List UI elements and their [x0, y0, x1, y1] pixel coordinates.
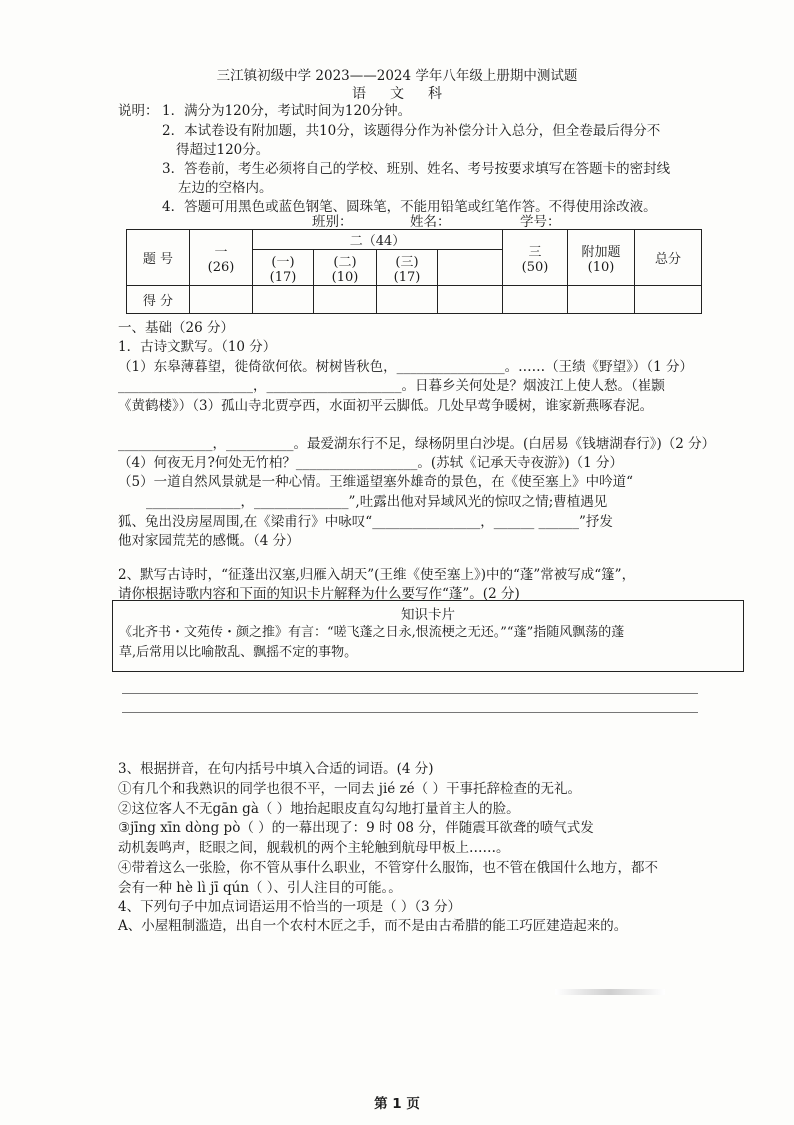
row-label-score: 得 分 — [127, 286, 190, 314]
instruction-item: 得超过120分。 — [176, 142, 270, 158]
question-line: 动机轰鸣声，眨眼之间，舰载机的两个主轮触到航母甲板上……。 — [118, 840, 510, 856]
question-line: 《黄鹤楼》）（3）孤山寺北贾亭西，水面初平云脚低。几处早莺争暖树，谁家新燕啄春泥。 — [118, 398, 654, 414]
knowledge-card-title: 知识卡片 — [401, 607, 455, 623]
part2-sub-points: (17) — [393, 269, 421, 285]
instruction-item: 3．答卷前，考生必须将自己的学校、班别、姓名、考号按要求填写在答题卡的密封线 — [162, 161, 671, 177]
score-input[interactable] — [377, 286, 438, 314]
page-number: 第 1 页 — [374, 1096, 420, 1112]
part2-sub-cell — [377, 250, 438, 286]
part3-points: (50) — [521, 259, 549, 275]
question-line: 请你根据诗歌内容和下面的知识卡片解释为什么要写作“蓬”。(2 分) — [118, 586, 520, 602]
part2-blank-cell — [438, 250, 503, 286]
question-line: （1）东皋薄暮望，徙倚欲何依。树树皆秋色，________________。……（王绩《野望》）（1 分） — [118, 359, 693, 375]
part2-sub-label: (二) — [333, 254, 357, 270]
row-label-question: 题 号 — [127, 230, 190, 286]
question-line: 会有一种 hè lì jī qún（ ）、引人注目的可能。。 — [118, 880, 402, 896]
question-line: 狐、兔出没房屋周围,在《梁甫行》中咏叹“________________，______ ______”抒发 — [118, 514, 613, 530]
part2-sub-points: (10) — [331, 269, 359, 285]
class-label: 班别： — [312, 214, 353, 230]
section-heading: 一、基础（26 分） — [118, 320, 234, 336]
question-line: ____________________，____________________。日暮乡关何处是？烟波江上使人愁。（崔颢 — [118, 378, 665, 394]
question-line: 3、根据拼音，在句内括号中填入合适的词语。(4 分) — [118, 761, 434, 777]
exam-subject: 语文科 — [352, 86, 466, 102]
knowledge-card — [112, 600, 744, 672]
question-line: ______________，______________”,吐露出他对异域风光的惊叹之情;曹植遇见 — [146, 494, 608, 510]
bonus-label: 附加题 — [581, 244, 621, 260]
question-line: 他对家园荒芜的感慨。（4 分） — [118, 533, 300, 549]
score-input[interactable] — [503, 286, 568, 314]
total-label: 总分 — [635, 230, 702, 286]
part2-sub-label: (三) — [395, 254, 419, 270]
instruction-item: 1．满分为120分，考试时间为120分钟。 — [162, 103, 412, 119]
score-input[interactable] — [190, 286, 253, 314]
part3-label: 三 — [528, 244, 542, 260]
question-line: A、小屋粗制滥造，出自一个农村木匠之手，而不是由古希腊的能工巧匠建造起来的。 — [118, 918, 628, 934]
question-line: ④带着这么一张脸，你不管从事什么职业，不管穿什么服饰，也不管在俄国什么地方，都不 — [118, 860, 658, 876]
part2-sub-points: (17) — [269, 269, 297, 285]
exam-title: 三江镇初级中学 2023——2024 学年八年级上册期中测试题 — [216, 68, 578, 84]
instructions-label: 说明： — [118, 103, 159, 119]
score-input[interactable] — [635, 286, 702, 314]
answer-line[interactable] — [122, 693, 698, 694]
knowledge-card-line: 草,后常用以比喻散乱、飘摇不定的事物。 — [119, 645, 358, 660]
part2-sub-cell — [253, 250, 314, 286]
score-input[interactable] — [314, 286, 377, 314]
student-id-label: 学号： — [520, 214, 561, 230]
question-line: ②这位客人不无gān gà（ ）地抬起眼皮直勾勾地打量首主人的脸。 — [118, 801, 520, 817]
part2-sub-cell — [314, 250, 377, 286]
part1-points: (26) — [207, 259, 235, 275]
question-line: ③jīng xīn dòng pò（ ）的一幕出现了：9 时 08 分，伴随震耳欲聋的喷气式发 — [118, 820, 594, 836]
question-line: ______________，__________。最爱湖东行不足，绿杨阴里白沙堤。(白居易《钱塘湖春行》)（2 分） — [118, 436, 716, 452]
question-line: 4、下列句子中加点词语运用不恰当的一项是（ ）（3 分） — [118, 899, 462, 915]
name-label: 姓名： — [410, 214, 451, 230]
question-line: 1．古诗文默写。（10 分） — [118, 339, 277, 355]
question-line: 2、默写古诗时，“征蓬出汉塞,归雁入胡天”(王维《使至塞上》)中的“蓬”常被写成“篷”， — [118, 567, 636, 583]
question-line: ①有几个和我熟识的同学也很不平，一同去 jié zé（ ）干事托辞检查的无礼。 — [118, 781, 581, 797]
score-input[interactable] — [253, 286, 314, 314]
part2-sub-label: (一) — [271, 254, 295, 270]
answer-line[interactable] — [122, 712, 698, 713]
score-input[interactable] — [438, 286, 503, 314]
score-table — [126, 229, 702, 314]
instruction-item: 左边的空格内。 — [178, 180, 273, 196]
instruction-item: 2．本试卷设有附加题，共10分，该题得分作为补偿分计入总分，但全卷最后得分不 — [162, 123, 661, 139]
score-input[interactable] — [568, 286, 635, 314]
bonus-points: (10) — [587, 259, 615, 275]
part3-cell — [503, 230, 568, 286]
bonus-cell — [568, 230, 635, 286]
part1-label: 一 — [214, 244, 228, 260]
instruction-item: 4．答题可用黑色或蓝色钢笔、圆珠笔，不能用铅笔或红笔作答。不得使用涂改液。 — [162, 199, 657, 215]
part1-cell — [190, 230, 253, 286]
knowledge-card-line: 《北齐书・文苑传・颜之推》有言：“嗟飞蓬之日永,恨流梗之无还。”“蓬”指随风飘荡的蓬 — [119, 625, 625, 640]
question-line: （4）何夜无月?何处无竹柏？__________________。(苏轼《记承天寺夜游》)（1 分） — [118, 455, 623, 471]
scan-smudge — [555, 989, 665, 995]
question-line: （5）一道自然风景就是一种心情。王维遥望塞外雄奇的景色，在《使至塞上》中吟道“ — [118, 474, 633, 490]
part2-label: 二（44） — [253, 230, 503, 250]
